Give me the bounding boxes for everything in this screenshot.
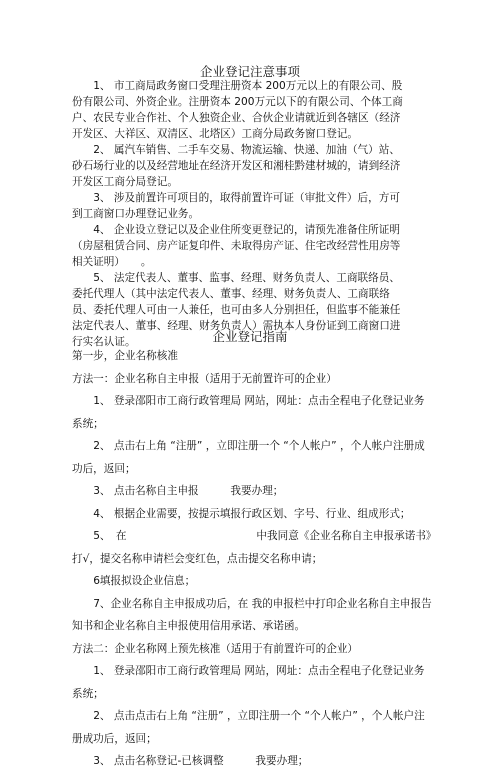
notes-section [72,78,404,350]
guide-item: 2、 点击右上角 “注册” ，立即注册一个 “个人帐户” ，个人帐户注册成功后，返回； [72,440,425,475]
guide-item-5 [72,525,432,570]
title-registration-notes: 企业登记注意事项 [199,64,300,79]
guide-section [72,345,432,773]
note-item: 3、 涉及前置许可项目的，取得前置许可证（审批文件）后，方可到工商窗口办理登记业务。 [72,192,400,220]
guide-item: 7、企业名称自主申报成功后，在 我的申报栏中打印企业名称自主申报告知书和企业名称自主申报使用信用承诺、承诺函。 [72,597,432,632]
note-item: 5、 法定代表人、董事、监事、经理、财务负责人、工商联络员、委托代理人（其中法定代表人、董事、经理、财务负责人、工商联络员、委托代理人可由一人兼任，也可由多人分别担任，但监事不能兼任法定代表人、董事、经理、财务负责人）需执本人身份证到工商窗口进行实名认证。 [72,272,401,348]
guide-item-5-text: 中我同意《企业名称自主申报承诺书》打√，提交名称申请栏会变红色，点击提交名称申请； [72,530,432,565]
guide-item: 2、 点击点击右上角 “注册” ，立即注册一个 “个人帐户” ，个人帐户注册成功后，返回； [72,710,425,745]
note-item: 1、 市工商局政务窗口受理注册资本 200万元以上的有限公司、股份有限公司、外资企业。注册资本 200万元以下的有限公司、个体工商户、农民专业合作社、个人独资企业、合伙企业请就近到各辖区（经济开发区、大祥区、双清区、北塔区）工商分局政务窗口登记。 [72,80,403,140]
note-item: 2、 属汽车销售、二手车交易、物流运输、快递、加油（气）站、砂石场行业的以及经营地址在经济开发区和湘桂黔建材城的，请到经济开发区工商分局登记。 [72,144,401,188]
guide-method: 方法二：企业名称网上预先核准（适用于有前置许可的企业） [72,642,359,655]
title-registration-guide: 企业登记指南 [212,329,288,344]
guide-item: 1、 登录邵阳市工商行政管理局 网站，网址：点击全程电子化登记业务系统； [72,395,425,430]
guide-item-5-prefix: 5、 在 [93,530,127,542]
guide-item: 3、 点击名称登记-已核调整 我要办理； [93,755,309,767]
guide-method: 方法一：企业名称自主申报（适用于无前置许可的企业） [72,372,337,385]
guide-item: 1、 登录邵阳市工商行政管理局 网站，网址：点击全程电子化登记业务系统； [72,665,425,700]
note-item: 4、 企业设立登记以及企业住所变更登记的，请预先准备住所证明（房屋租赁合同、房产证复印件、未取得房产证、住宅改经营性用房等相关证明） 。 [72,224,401,268]
guide-item: 3、 点击名称自主申报 我要办理； [93,485,284,497]
guide-item: 6填报拟设企业信息； [93,575,196,587]
guide-item: 4、 根据企业需要，按提示填报行政区划、字号、行业、组成形式； [93,507,411,520]
guide-step: 第一步，企业名称核准 [72,350,178,362]
